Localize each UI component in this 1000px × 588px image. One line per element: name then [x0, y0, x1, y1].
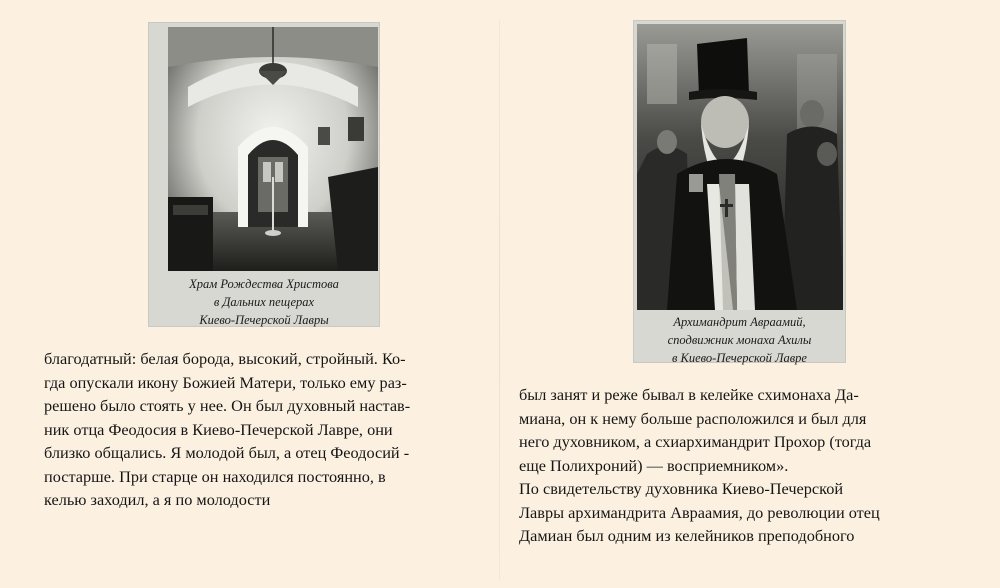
archimandrite-figure-caption [634, 313, 845, 367]
caption-line: Архимандрит Авраамий, [673, 315, 806, 329]
text-line: Дамиан был одним из келейников преподобного [519, 526, 855, 545]
caption-line: Киево-Печерской Лавры [199, 313, 329, 327]
text-line: миана, он к нему больше расположился и был для [519, 408, 867, 428]
church-figure [148, 22, 380, 327]
caption-line: Храм Рождества Христова [189, 277, 339, 291]
text-line: постарше. При старце он находился постоянно, в [44, 466, 386, 486]
caption-line: в Киево-Печерской Лавре [672, 351, 807, 365]
text-line: благодатный: белая борода, высокий, стройный. Ко- [44, 349, 406, 368]
caption-line: сподвижник монаха Ахилы [667, 333, 812, 347]
church-interior-photo [168, 27, 378, 271]
text-line: келью заходил, а я по молодости [44, 490, 271, 509]
text-line: еще Полихроний) — восприемником». [519, 455, 789, 475]
text-line: был занят и реже бывал в келейке схимонаха Да- [519, 385, 859, 404]
caption-line: в Дальних пещерах [213, 295, 315, 309]
text-line: гда опускали икону Божией Матери, только ему раз- [44, 372, 407, 392]
archimandrite-figure [633, 20, 846, 363]
text-line: ник отца Феодосия в Киево-Печерской Лавре, они [44, 419, 393, 439]
text-line: По свидетельству духовника Киево-Печерской [519, 479, 844, 498]
text-line: Лавры архимандрита Авраамия, до революции отец [519, 502, 880, 522]
text-line: решено было стоять у нее. Он был духовный настав- [44, 396, 411, 415]
text-line: него духовником, а схиархимандрит Прохор (тогда [519, 432, 872, 451]
archimandrite-photo [637, 24, 843, 310]
text-line: близко общались. Я молодой был, а отец Феодосий - [44, 443, 410, 462]
left-body-text [44, 347, 410, 512]
right-body-text [519, 383, 880, 548]
right-page [500, 0, 1000, 588]
church-figure-caption [149, 275, 379, 329]
